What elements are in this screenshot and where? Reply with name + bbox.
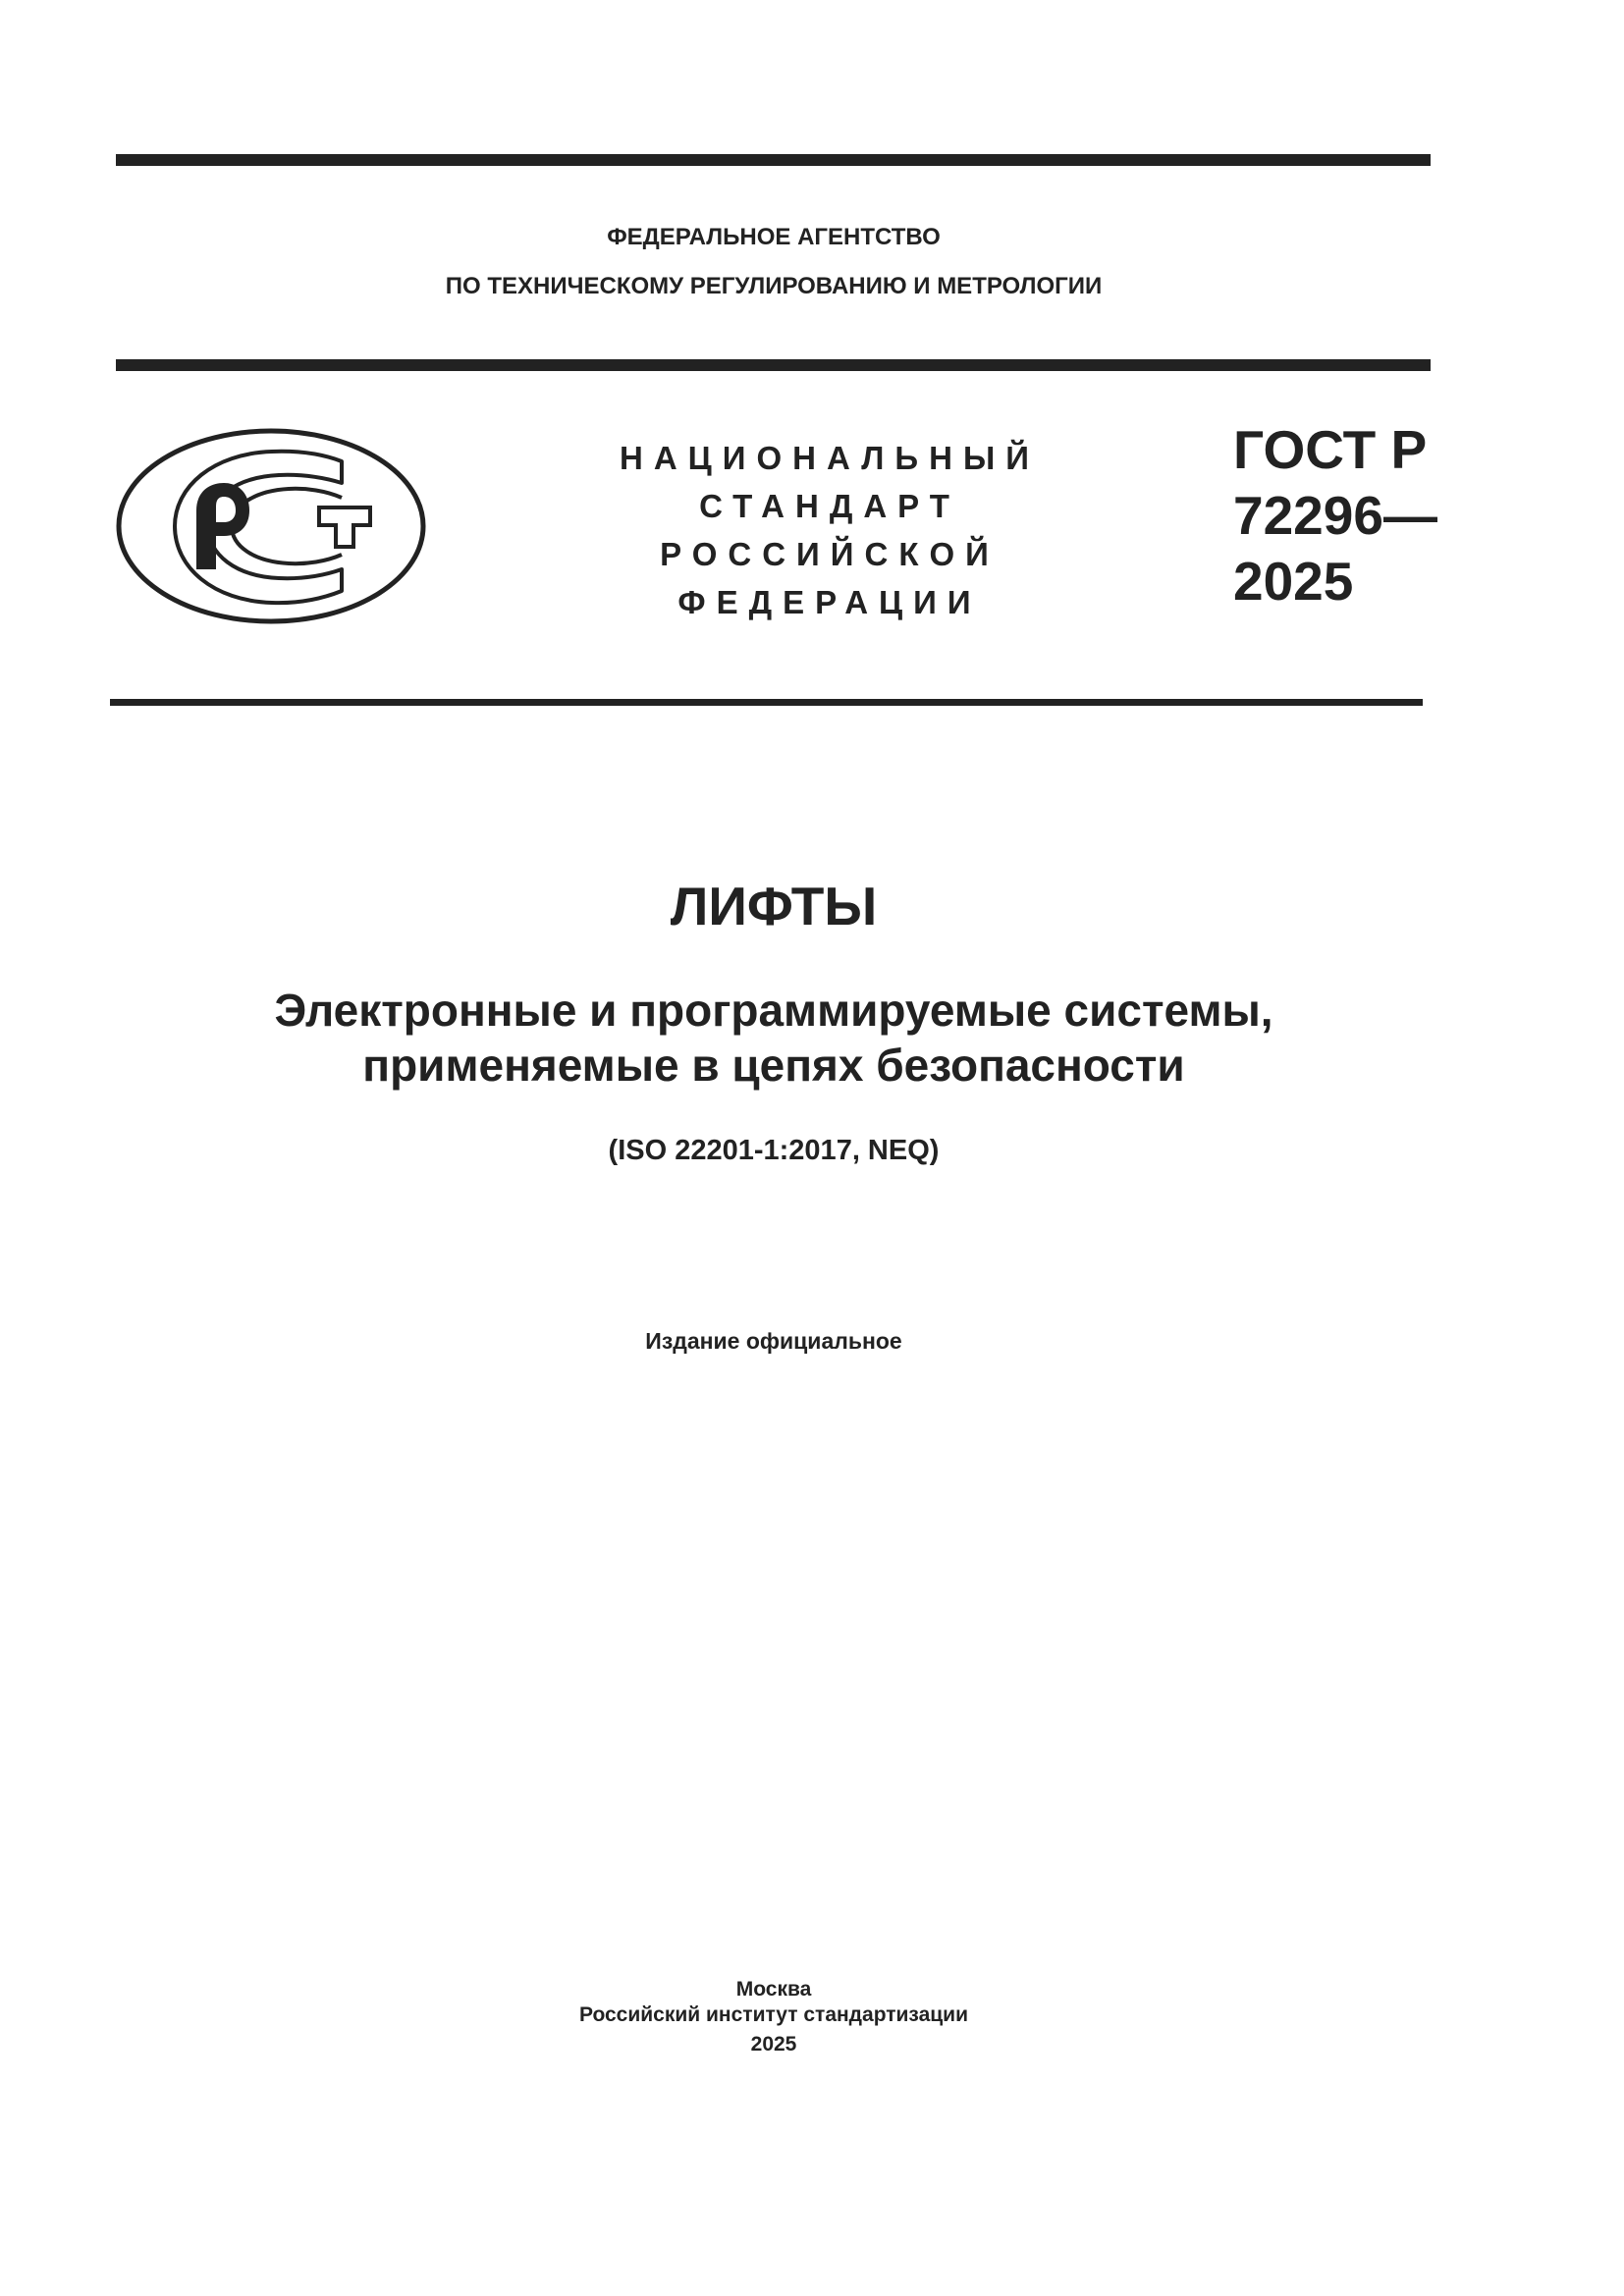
designation-line1: ГОСТ Р xyxy=(1233,419,1428,480)
national-standard-label xyxy=(589,434,1070,626)
title-block-rule xyxy=(110,699,1423,706)
edition-label: Издание официальное xyxy=(645,1328,902,1354)
national-standard-line1: НАЦИОНАЛЬНЫЙ xyxy=(620,440,1040,476)
footer-publisher: Российский институт стандартизации xyxy=(578,2003,969,2026)
footer-city: Москва xyxy=(735,1978,812,2001)
top-rule xyxy=(116,154,1431,166)
document-subtitle-line1: Электронные и программируемые системы, xyxy=(274,985,1273,1036)
standard-designation xyxy=(1233,417,1437,614)
iso-reference: (ISO 22201-1:2017, NEQ) xyxy=(608,1135,940,1166)
agency-name-line1: ФЕДЕРАЛЬНОЕ АГЕНТСТВО xyxy=(607,224,941,250)
document-subtitle-line2: применяемые в цепях безопасности xyxy=(362,1040,1185,1091)
national-standard-line3: РОССИЙСКОЙ xyxy=(660,536,1000,572)
footer-year: 2025 xyxy=(750,2033,797,2056)
designation-line2: 72296— xyxy=(1233,485,1437,546)
national-standard-line2: СТАНДАРТ xyxy=(699,488,960,524)
rst-certification-mark-icon xyxy=(110,424,434,635)
national-standard-line4: ФЕДЕРАЦИИ xyxy=(677,584,982,620)
header-rule xyxy=(116,359,1431,371)
document-title: ЛИФТЫ xyxy=(670,876,878,936)
agency-name-line2: ПО ТЕХНИЧЕСКОМУ РЕГУЛИРОВАНИЮ И МЕТРОЛОГИИ xyxy=(445,273,1103,299)
designation-line3: 2025 xyxy=(1233,551,1354,612)
